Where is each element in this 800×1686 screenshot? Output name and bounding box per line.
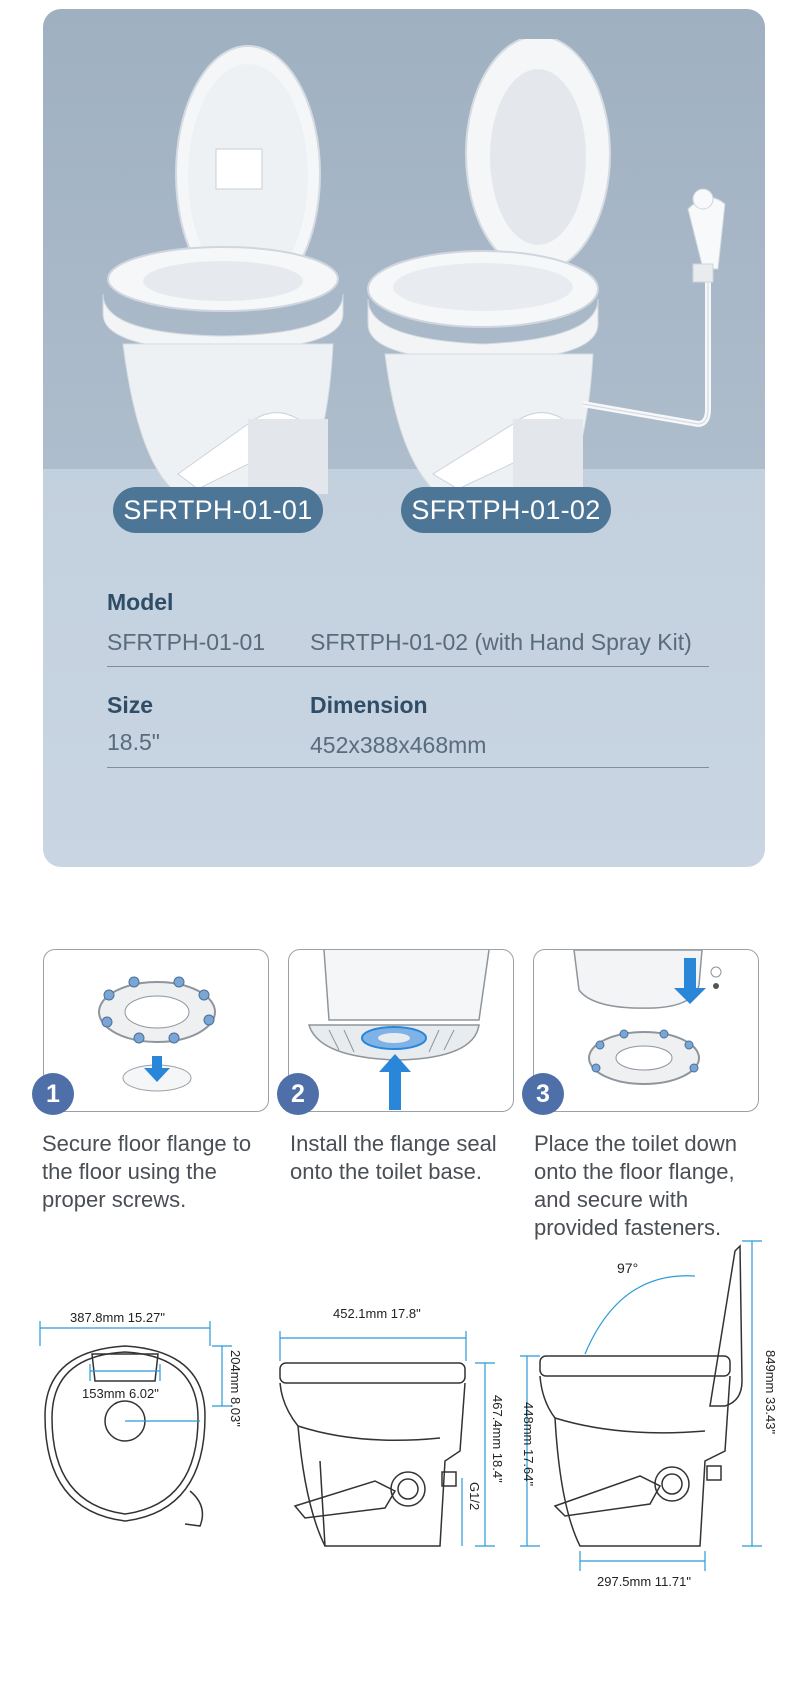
spec-table <box>107 589 709 769</box>
step-3-illustration <box>533 949 759 1112</box>
step-3-text: Place the toilet down onto the floor flange, and secure with provided fasteners. <box>534 1131 738 1240</box>
toilet-image-model-a <box>98 44 358 494</box>
dim-side-fitting: G1/2 <box>467 1482 482 1511</box>
dim-base-width: 297.5mm 11.71" <box>597 1574 691 1589</box>
model-value-b: SFRTPH-01-02 (with Hand Spray Kit) <box>310 629 692 655</box>
model-badge-a: SFRTPH-01-01 <box>113 487 323 533</box>
dim-seat-height: 448mm 17.64" <box>521 1402 536 1487</box>
step-1-badge: 1 <box>32 1073 74 1115</box>
model-label: Model <box>107 589 174 615</box>
dimension-drawings <box>0 1206 800 1686</box>
size-label: Size <box>107 692 154 718</box>
dim-angle: 97° <box>617 1260 639 1276</box>
dim-top-depth: 204mm 8.03" <box>228 1350 243 1427</box>
dim-side-width: 452.1mm 17.8" <box>333 1306 421 1321</box>
step-2-badge: 2 <box>277 1073 319 1115</box>
step-2-text: Install the flange seal onto the toilet base. <box>290 1131 497 1184</box>
model-value-a: SFRTPH-01-01 <box>107 629 266 655</box>
step-2-illustration <box>288 949 514 1112</box>
dimension-value: 452x388x468mm <box>310 732 487 758</box>
dim-top-inner: 153mm 6.02" <box>82 1386 159 1401</box>
model-badge-b: SFRTPH-01-02 <box>401 487 611 533</box>
toilet-image-model-b <box>363 39 743 494</box>
divider <box>107 767 709 768</box>
step-1-text: Secure floor flange to the floor using the proper screws. <box>42 1131 252 1212</box>
dim-total-height: 849mm 33.43" <box>763 1350 778 1435</box>
dim-side-height: 467.4mm 18.4" <box>490 1395 505 1483</box>
step-3-badge: 3 <box>522 1073 564 1115</box>
dim-top-width: 387.8mm 15.27" <box>70 1310 165 1325</box>
product-hero-panel <box>43 9 765 867</box>
divider <box>107 666 709 667</box>
step-1-illustration <box>43 949 269 1112</box>
size-value: 18.5" <box>107 729 160 755</box>
dimension-label: Dimension <box>310 692 428 718</box>
